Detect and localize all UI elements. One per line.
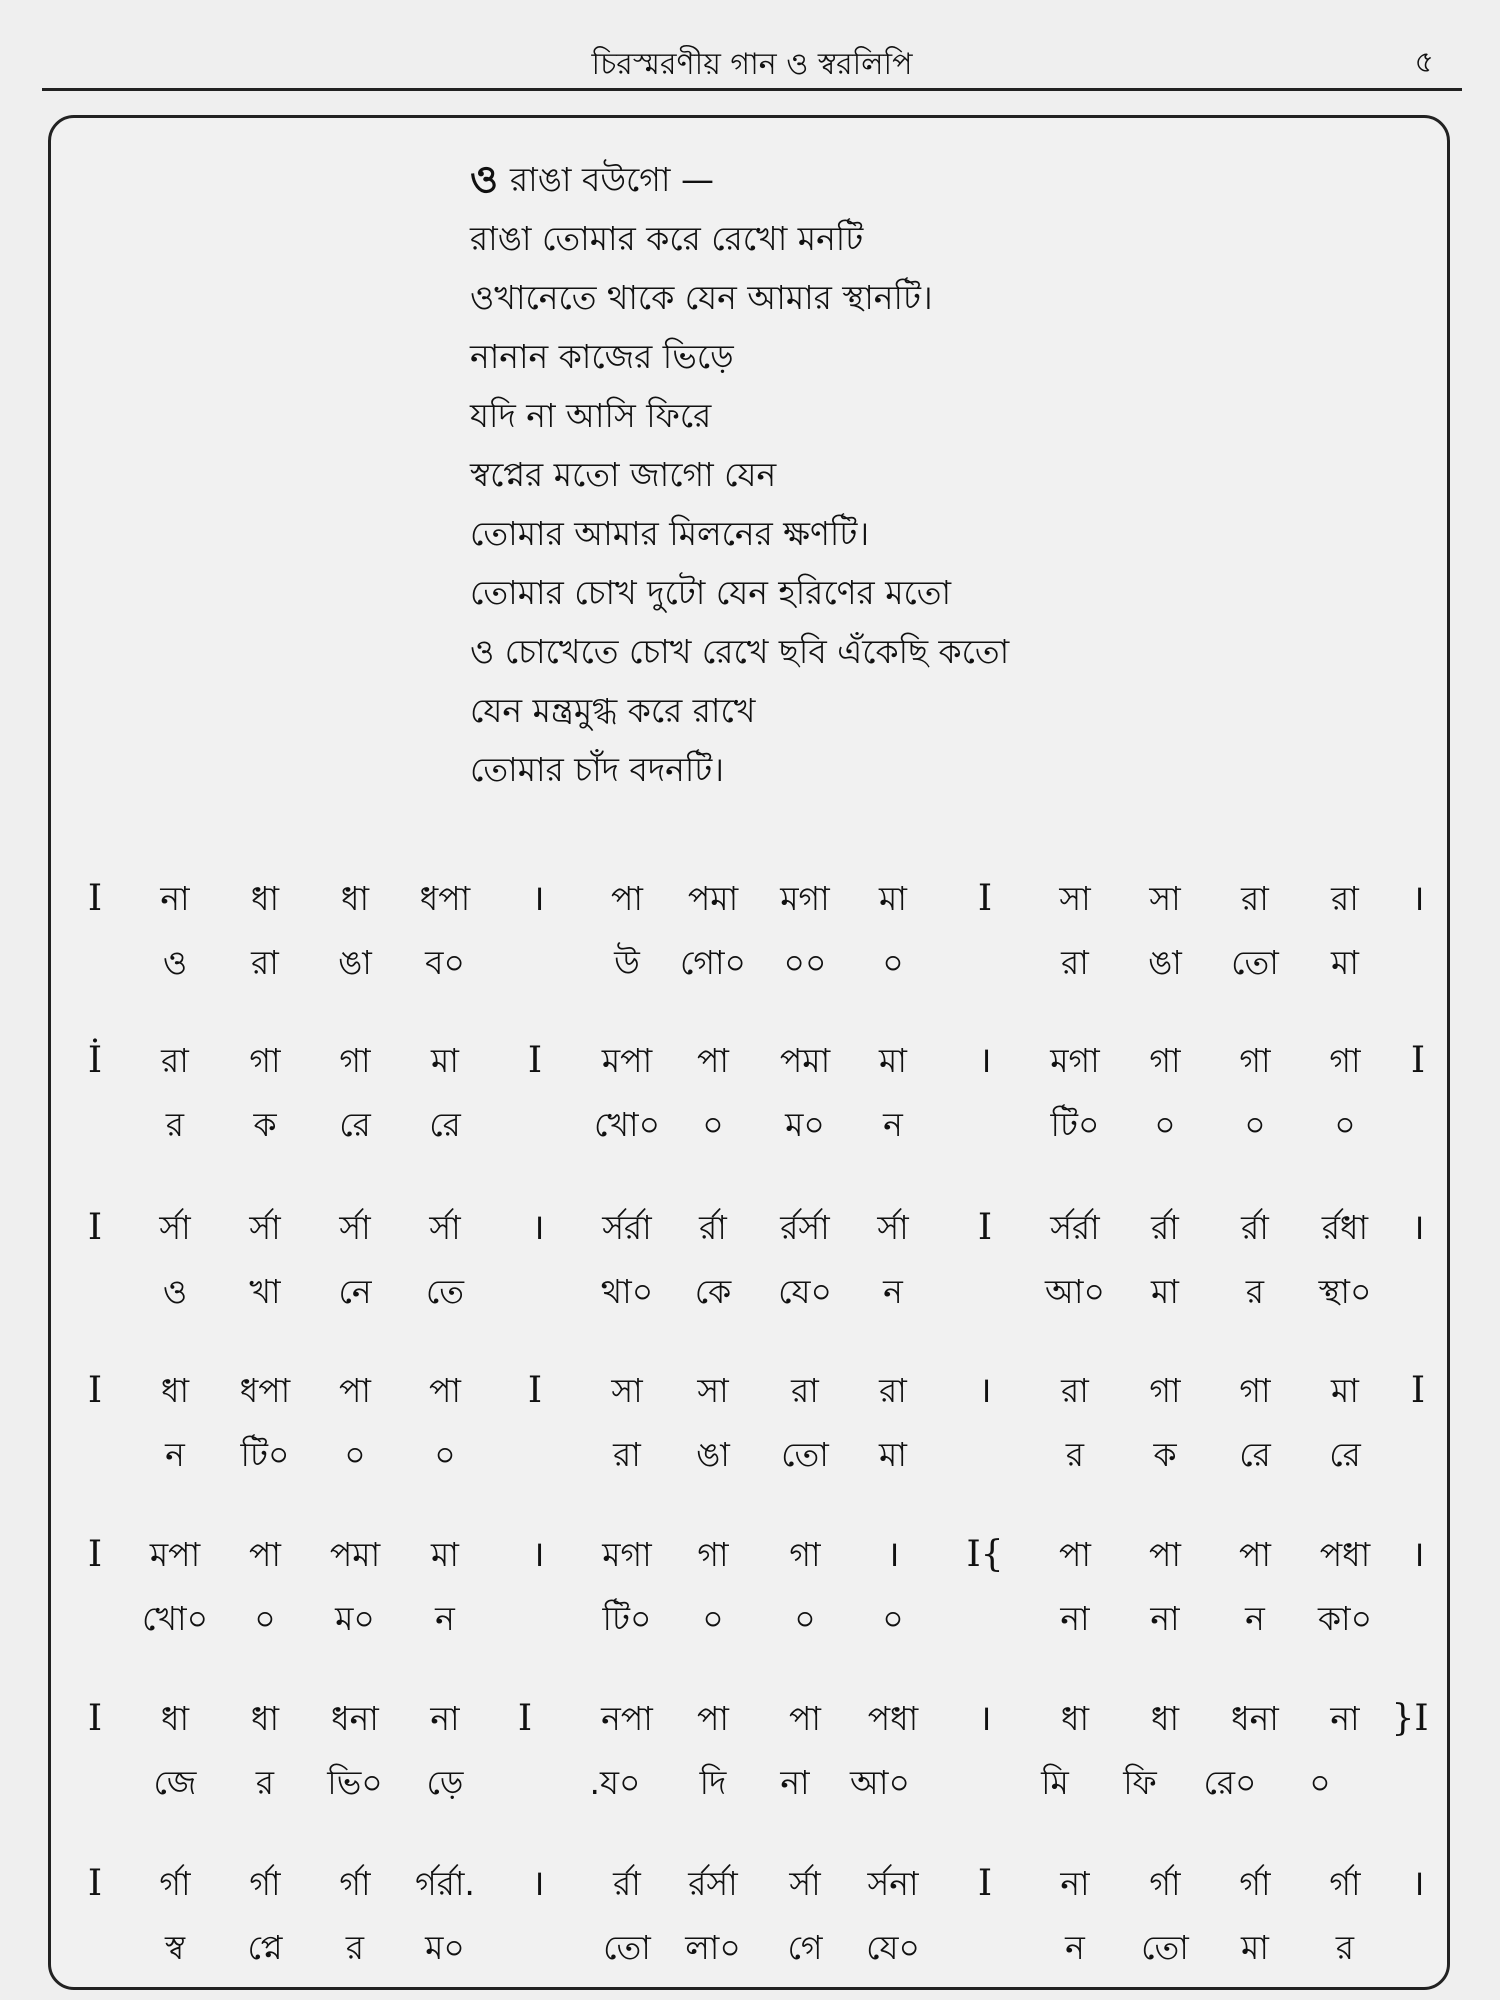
page-number: ৫	[1414, 45, 1434, 80]
lyric-syllable: যে০	[778, 1272, 832, 1311]
word-row	[0, 1424, 1500, 1486]
lyric-syllable: ম০	[335, 1599, 375, 1638]
swara-note: র্গা	[1329, 1864, 1361, 1903]
swara-note: পা	[1059, 1535, 1091, 1574]
lyric-syllable: ঙা	[696, 1435, 730, 1474]
lyric-syllable: কে	[694, 1272, 732, 1311]
swara-row	[0, 1197, 1500, 1259]
bar-mark: ।	[1411, 1863, 1425, 1904]
swara-note: র্সর্রা	[602, 1208, 652, 1247]
lyric-syllable: ক	[1153, 1435, 1177, 1474]
lyric-syllable: স্ব	[164, 1928, 186, 1967]
lyric-syllable: ০	[1244, 1105, 1266, 1144]
lyric-syllable: ম০	[425, 1928, 465, 1967]
swara-note: র্রর্সা	[688, 1864, 738, 1903]
swara-note: গা	[1149, 1041, 1181, 1080]
lyric-line: স্বপ্নের মতো জাগো যেন	[470, 455, 777, 494]
lyric-syllable: ০	[1154, 1105, 1176, 1144]
lyric-syllable: ০	[882, 943, 904, 982]
swara-note: পা	[339, 1371, 371, 1410]
word-row	[0, 1752, 1500, 1814]
lyric-syllable: ফি	[1123, 1763, 1157, 1802]
lyric-syllable: ন	[883, 1272, 903, 1311]
lyric-syllable: র	[1245, 1272, 1265, 1311]
swara-note: রা	[879, 1371, 907, 1410]
swara-row	[0, 1030, 1500, 1092]
lyric-syllable: ক	[253, 1105, 277, 1144]
bar-mark: ।	[531, 1207, 545, 1248]
lyric-syllable: রে	[429, 1105, 461, 1144]
bar-mark: I	[87, 878, 103, 919]
lyric-syllable: ০	[1334, 1105, 1356, 1144]
lyric-line: যেন মন্ত্রমুগ্ধ করে রাখে	[470, 691, 756, 730]
lyric-syllable: মি	[1041, 1763, 1069, 1802]
bar-mark: ।	[978, 1370, 992, 1411]
lyric-line: নানান কাজের ভিড়ে	[470, 337, 734, 376]
word-row	[0, 932, 1500, 994]
lyric-syllable: না	[1150, 1599, 1180, 1638]
lyric-syllable: মা	[1241, 1928, 1269, 1967]
lyric-line: ওখানেতে থাকে যেন আমার স্থানটি।	[470, 278, 933, 317]
swara-note: পা	[429, 1371, 461, 1410]
bar-mark: ।	[1411, 878, 1425, 919]
swara-note: ধা	[250, 1699, 280, 1738]
lyric-syllable: রা	[1061, 943, 1089, 982]
swara-note: ধনা	[331, 1699, 379, 1738]
lyric-syllable: টি০	[1050, 1105, 1100, 1144]
bar-mark: I	[977, 1863, 993, 1904]
lyric-syllable: রা	[613, 1435, 641, 1474]
lyric-syllable: রে	[1329, 1435, 1361, 1474]
swara-note: না	[430, 1699, 460, 1738]
header-title: চিরস্মরণীয় গান ও স্বরলিপি	[591, 47, 913, 82]
swara-note: র্সা	[877, 1208, 909, 1247]
bar-mark: ।	[978, 1040, 992, 1081]
swara-note: গা	[1239, 1371, 1271, 1410]
swara-note: পমা	[779, 1041, 831, 1080]
lyric-syllable: মা	[1331, 943, 1359, 982]
lyric-syllable: উ	[614, 943, 640, 982]
swara-note: র্গা	[339, 1864, 371, 1903]
swara-note: সা	[1149, 879, 1181, 918]
bar-mark: I	[1410, 1040, 1426, 1081]
lyric-syllable: থা০	[600, 1272, 654, 1311]
swara-note: ধা	[160, 1371, 190, 1410]
swara-note: মা	[431, 1535, 459, 1574]
lyric-syllable: র	[255, 1763, 275, 1802]
swara-note: রা	[1241, 879, 1269, 918]
swara-note: র্সনা	[867, 1864, 919, 1903]
swara-note: গা	[789, 1535, 821, 1574]
swara-note: র্রধা	[1321, 1208, 1369, 1247]
word-row	[0, 1094, 1500, 1156]
swara-note: র্গা	[1149, 1864, 1181, 1903]
lyric-syllable: টি০	[240, 1435, 290, 1474]
bar-mark: ।	[531, 878, 545, 919]
swara-row	[0, 1524, 1500, 1586]
lyric-syllable: প্নে	[247, 1928, 283, 1967]
lyric-syllable: ভি০	[327, 1763, 383, 1802]
swara-note: র্সা	[249, 1208, 281, 1247]
song-title-text: রাঙা বউগো —	[509, 160, 714, 199]
lyric-syllable: ন	[165, 1435, 185, 1474]
lyric-syllable: ০	[434, 1435, 456, 1474]
lyric-syllable: টি০	[602, 1599, 652, 1638]
swara-note: ধা	[1150, 1699, 1180, 1738]
swara-note: রা	[791, 1371, 819, 1410]
swara-note: রা	[1331, 879, 1359, 918]
swara-note: পা	[697, 1699, 729, 1738]
lyric-syllable: ড়ে	[426, 1763, 464, 1802]
bar-mark: I	[977, 1207, 993, 1248]
lyric-syllable: র	[1065, 1435, 1085, 1474]
swara-note: না	[1330, 1699, 1360, 1738]
swara-note: গা	[249, 1041, 281, 1080]
lyric-syllable: র	[345, 1928, 365, 1967]
lyric-syllable: ঙা	[1148, 943, 1182, 982]
swara-note: র্রা	[699, 1208, 727, 1247]
swara-note: র্সর্রা	[1050, 1208, 1100, 1247]
swara-note: মা	[879, 1041, 907, 1080]
lyric-syllable: গো০	[679, 943, 747, 982]
swara-note: সা	[1059, 879, 1091, 918]
lyric-syllable: ০	[344, 1435, 366, 1474]
lyric-syllable: দি	[699, 1763, 727, 1802]
lyric-syllable: ও	[162, 943, 188, 982]
bar-mark: ।	[1411, 1207, 1425, 1248]
swara-note: মা	[1331, 1371, 1359, 1410]
lyric-syllable: না	[1060, 1599, 1090, 1638]
lyric-syllable: ব০	[425, 943, 465, 982]
swara-note: র্রা	[1151, 1208, 1179, 1247]
bar-mark: I{	[966, 1534, 1004, 1575]
swara-row	[0, 1688, 1500, 1750]
lyric-syllable: র	[1335, 1928, 1355, 1967]
lyric-syllable: রা	[251, 943, 279, 982]
lyric-syllable: ০	[794, 1599, 816, 1638]
swara-note: মা	[431, 1041, 459, 1080]
word-row	[0, 1261, 1500, 1323]
swara-note: ধা	[340, 879, 370, 918]
lyric-line: তোমার আমার মিলনের ক্ষণটি।	[470, 514, 870, 553]
lyric-syllable: ০	[882, 1599, 904, 1638]
page-header	[42, 0, 1462, 91]
lyric-syllable: মা	[879, 1435, 907, 1474]
lyric-syllable: নে	[338, 1272, 372, 1311]
swara-note: র্রা	[1241, 1208, 1269, 1247]
lyric-syllable: খো০	[141, 1599, 209, 1638]
bar-mark: I	[87, 1534, 103, 1575]
lyric-syllable: ০	[254, 1599, 276, 1638]
swara-note: নপা	[601, 1699, 653, 1738]
swara-note: মগা	[780, 879, 830, 918]
lyric-syllable: তো	[1231, 943, 1279, 982]
swara-note: র্গর্রা.	[415, 1864, 475, 1903]
lyric-line: রাঙা তোমার করে রেখো মনটি	[470, 219, 864, 258]
lyrics-block	[470, 150, 1370, 799]
swara-note: র্সা	[159, 1208, 191, 1247]
bar-mark: I	[87, 1370, 103, 1411]
swara-note: মগা	[1050, 1041, 1100, 1080]
bar-mark: İ	[87, 1040, 103, 1081]
swara-note: গা	[1329, 1041, 1361, 1080]
swara-note: গা	[1149, 1371, 1181, 1410]
lyric-syllable: তো	[1141, 1928, 1189, 1967]
swara-note: গা	[339, 1041, 371, 1080]
lyric-syllable: তো	[781, 1435, 829, 1474]
lyric-syllable: গে	[787, 1928, 823, 1967]
lyric-syllable: ও	[162, 1272, 188, 1311]
lyric-syllable: লা০	[685, 1928, 741, 1967]
lyric-syllable: ০	[702, 1105, 724, 1144]
bar-mark: I	[527, 1040, 543, 1081]
lyric-syllable: না	[780, 1763, 810, 1802]
lyric-syllable: রে	[339, 1105, 371, 1144]
swara-note: পা	[249, 1535, 281, 1574]
lyric-syllable: তে	[425, 1272, 465, 1311]
swara-note: পা	[1239, 1535, 1271, 1574]
swara-note: র্সা	[429, 1208, 461, 1247]
bar-mark: ।	[978, 1698, 992, 1739]
swara-note: ধা	[160, 1699, 190, 1738]
swara-note: র্রর্সা	[780, 1208, 830, 1247]
lyric-syllable: জে	[153, 1763, 197, 1802]
lyric-syllable: স্থা০	[1318, 1272, 1372, 1311]
swara-note: পা	[611, 879, 643, 918]
song-title	[470, 150, 1370, 209]
swara-note: মা	[879, 879, 907, 918]
swara-note: র্গা	[159, 1864, 191, 1903]
swara-note: পমা	[687, 879, 739, 918]
word-row	[0, 1917, 1500, 1979]
bar-mark: ।	[1411, 1534, 1425, 1575]
lyric-syllable: কা০	[1317, 1599, 1373, 1638]
lyric-syllable: ন	[1065, 1928, 1085, 1967]
lyric-syllable: ন	[435, 1599, 455, 1638]
swara-note: পধা	[1319, 1535, 1371, 1574]
bar-mark: I	[1410, 1370, 1426, 1411]
lyric-line: তোমার চোখ দুটো যেন হরিণের মতো	[470, 573, 952, 612]
swara-note: মপা	[149, 1535, 201, 1574]
lyric-syllable: মা	[1151, 1272, 1179, 1311]
swara-note: ধনা	[1231, 1699, 1279, 1738]
bar-mark: I	[517, 1698, 533, 1739]
lyric-syllable: যে০	[866, 1928, 920, 1967]
swara-note: র্সা	[339, 1208, 371, 1247]
bar-mark: I	[527, 1370, 543, 1411]
bar-mark: I	[977, 878, 993, 919]
swara-note: পা	[789, 1699, 821, 1738]
lyric-syllable: আ০	[1045, 1272, 1105, 1311]
title-mark: ও	[470, 157, 498, 201]
lyric-syllable: র	[165, 1105, 185, 1144]
swara-note: পধা	[867, 1699, 919, 1738]
lyric-syllable: ন	[883, 1105, 903, 1144]
swara-note: গা	[1239, 1041, 1271, 1080]
swara-note: মগা	[602, 1535, 652, 1574]
swara-note: রা	[161, 1041, 189, 1080]
lyric-line: তোমার চাঁদ বদনটি।	[470, 750, 725, 789]
bar-mark: I	[87, 1207, 103, 1248]
swara-note: র্রা	[613, 1864, 641, 1903]
lyric-syllable: ০	[1309, 1763, 1331, 1802]
swara-note: র্গা	[249, 1864, 281, 1903]
lyric-syllable: ন	[1245, 1599, 1265, 1638]
swara-note: ধা	[1060, 1699, 1090, 1738]
swara-note: পমা	[329, 1535, 381, 1574]
word-row	[0, 1588, 1500, 1650]
bar-mark: I	[87, 1863, 103, 1904]
swara-note: না	[160, 879, 190, 918]
swara-note: পা	[1149, 1535, 1181, 1574]
bar-mark: ।	[531, 1534, 545, 1575]
swara-note: ধপা	[239, 1371, 291, 1410]
swara-note: গা	[697, 1535, 729, 1574]
bar-mark: }I	[1391, 1698, 1429, 1739]
swara-note: পা	[697, 1041, 729, 1080]
swara-note: ধা	[250, 879, 280, 918]
swara-row	[0, 1853, 1500, 1915]
lyric-syllable: খা	[249, 1272, 281, 1311]
lyric-syllable: ০	[702, 1599, 724, 1638]
swara-note: সা	[697, 1371, 729, 1410]
swara-row	[0, 868, 1500, 930]
lyric-syllable: খো০	[593, 1105, 661, 1144]
swara-note: মপা	[601, 1041, 653, 1080]
bar-mark: I	[87, 1698, 103, 1739]
lyric-syllable: রে০	[1203, 1763, 1257, 1802]
swara-note: সা	[611, 1371, 643, 1410]
lyric-syllable: রে	[1239, 1435, 1271, 1474]
lyric-line: যদি না আসি ফিরে	[470, 396, 712, 435]
bar-mark: ।	[886, 1534, 900, 1575]
swara-note: র্গা	[1239, 1864, 1271, 1903]
swara-note: ধপা	[419, 879, 471, 918]
lyric-syllable: আ০	[850, 1763, 910, 1802]
swara-note: রা	[1061, 1371, 1089, 1410]
lyric-syllable: ০০	[783, 943, 827, 982]
swara-row	[0, 1360, 1500, 1422]
lyric-syllable: ম০	[785, 1105, 825, 1144]
lyric-syllable: তো	[603, 1928, 651, 1967]
swara-note: র্সা	[789, 1864, 821, 1903]
swara-note: না	[1060, 1864, 1090, 1903]
lyric-syllable: .য০	[589, 1763, 641, 1802]
bar-mark: ।	[531, 1863, 545, 1904]
lyric-syllable: ঙা	[338, 943, 372, 982]
lyric-line: ও চোখেতে চোখ রেখে ছবি এঁকেছি কতো	[470, 632, 1010, 671]
